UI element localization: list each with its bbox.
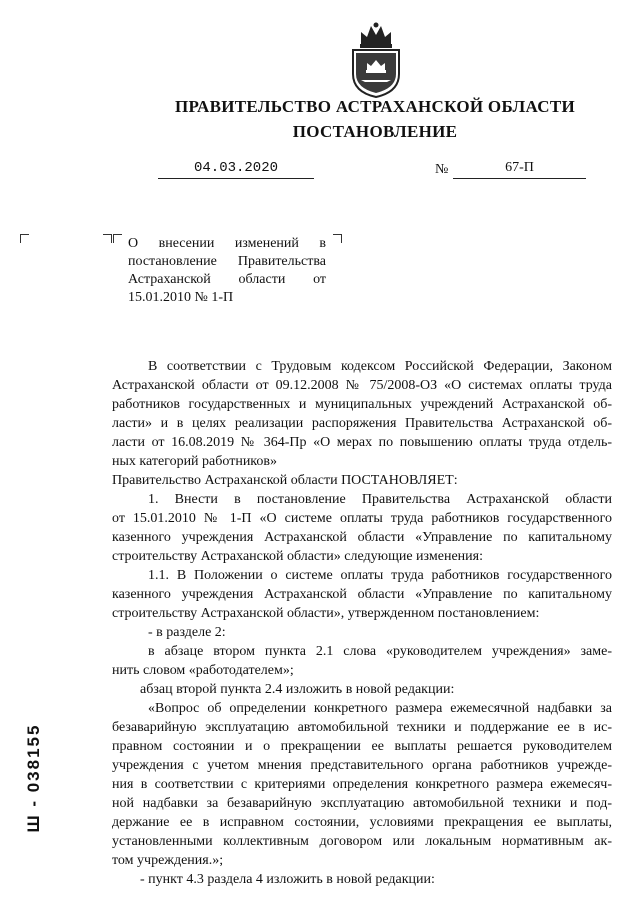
corner-mark-icon [113,234,122,243]
body-line: - в разделе 2: [148,625,226,640]
body-line: - пункт 4.3 раздела 4 изложить в новой редакции: [140,872,435,887]
body-line: строительству Астраханской области» следующие изменения: [112,549,483,564]
document-date: 04.03.2020 [158,160,314,179]
body-line: том учреждения.»; [112,853,224,868]
body-line: от 15.01.2010 № 1-П «О системе оплаты труда работников государственного [112,511,612,526]
about-line: 15.01.2010 № 1-П [128,290,234,305]
org-name: ПРАВИТЕЛЬСТВО АСТРАХАНСКОЙ ОБЛАСТИ [175,97,575,116]
side-serial-code [19,690,49,866]
body-line: нить словом «работодателем»; [112,663,294,678]
body-line: ных категорий работников» [112,454,278,469]
doc-type: ПОСТАНОВЛЕНИЕ [292,122,458,141]
body-line: правном состоянии и о прекращении ее выплаты решается руководителем [112,739,612,754]
about-line: Астраханской области от [128,272,326,287]
body-line: ния в соответствии с критериями определения конкретного размера ежемесяч- [112,777,612,792]
body-line: 1.1. В Положении о системе оплаты труда работников государственного [148,568,612,583]
body-line: Астраханской области от 09.12.2008 № 75/2008-ОЗ «О системах оплаты труда [112,378,612,393]
body-line: строительству Астраханской области», утвержденном постановлением: [112,606,540,621]
body-line: ной надбавки за безаварийную эксплуатацию автомобильной техники и под- [112,796,612,811]
side-serial-text: Ш - 038155 [24,723,43,833]
body-line: учреждения с учетом мнения представительного органа работников учрежде- [112,758,612,773]
number-sign: № [435,162,449,177]
corner-mark-icon [20,234,29,243]
body-line: в абзаце втором пункта 2.1 слова «руководителем учреждения» заме- [148,644,612,659]
about-line: О внесении изменений в [128,236,326,251]
body-line: безаварийную эксплуатацию автомобильной техники и поддержание ее в ис- [112,720,612,735]
body-line: держание ее в исправном состоянии, условиями прекращения ее выплаты, [112,815,612,830]
body-line: казенного учреждения Астраханской области «Управление по капитальному [112,530,612,545]
corner-mark-icon [333,234,342,243]
body-line: работников государственных и муниципальных учреждений Астраханской об- [112,397,612,412]
document-number: 67-П [453,160,586,179]
corner-mark-icon [103,234,112,243]
body-line: ласти от 16.08.2019 № 364-Пр «О мерах по повышению оплаты труда отдель- [112,435,612,450]
body-line: Правительство Астраханской области ПОСТАНОВЛЯЕТ: [112,473,458,488]
astrakhan-coat-of-arms-icon [347,22,405,98]
body-line: абзац второй пункта 2.4 изложить в новой редакции: [140,682,455,697]
body-line: ласти» и в целях реализации распоряжения Правительства Астраханской об- [112,416,612,431]
body-line: 1. Внести в постановление Правительства Астраханской области [148,492,612,507]
body-line: казенного учреждения Астраханской области «Управление по капитальному [112,587,612,602]
body-line: «Вопрос об определении конкретного размера ежемесячной надбавки за [148,701,612,716]
body-line: В соответствии с Трудовым кодексом Российской Федерации, Законом [148,359,612,374]
body-line: установленными коллективным договором или локальным нормативным ак- [112,834,612,849]
about-line: постановление Правительства [128,254,326,269]
